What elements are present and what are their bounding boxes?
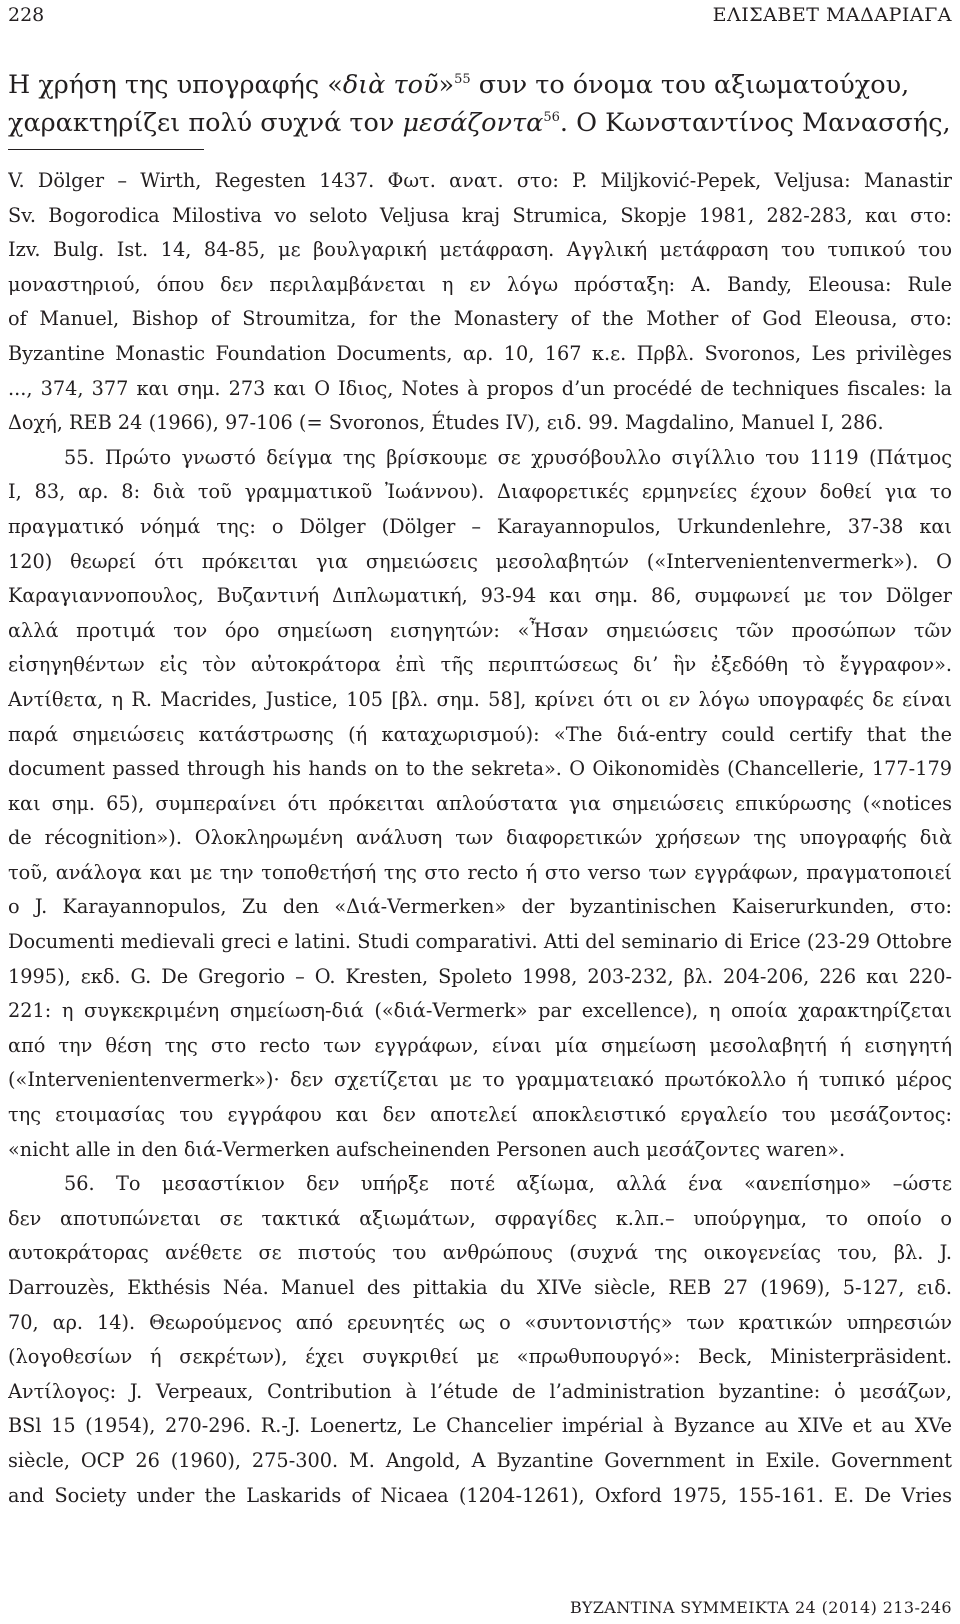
footnote-line: αυτοκράτορας ανέθετε σε πιστούς του ανθρώπους (συχνά της οικογενείας του, βλ. J. — [8, 1241, 952, 1265]
footnote-line: εἰσηγηθέντων εἰς τὸν αὐτοκράτορα ἐπὶ τῆς περιπτώσεως δι’ ἣν ἐξεδόθη τὸ ἔγγραφον». — [8, 653, 952, 677]
footnote-line: 55. Πρώτο γνωστό δείγμα της βρίσκουμε σε χρυσόβουλλο σιγίλλιο του 1119 (Πάτμος — [64, 445, 952, 469]
footnote-line: document passed through his hands on to the sekreta». Ο Oikonomidès (Chancellerie, 177-179 — [8, 757, 952, 781]
footnote-line: παρά σημειώσεις κατάστρωσης (ή καταχωρισμού): «The διά-entry could certify that the — [8, 722, 952, 746]
main-text-line: Η χρήση της υπογραφής «διὰ τοῦ»$^{55}$ συν το όνομα του αξιωματούχου, — [8, 70, 910, 100]
footnote-line: (λογοθεσίων ή σεκρέτων), έχει συγκριθεί με «πρωθυπουργό»: Beck, Ministerpräsident. — [8, 1345, 952, 1369]
footnote-line: of Manuel, Bishop of Stroumitza, for the Monastery of the Mother of God Eleousa, στο: — [8, 307, 952, 331]
footnote-line: ..., 374, 377 και σημ. 273 και Ο Ιδιος, Notes à propos d’un procédé de techniques fiscales: la — [8, 376, 952, 400]
footnote-line: and Society under the Laskarids of Nicaea (1204-1261), Oxford 1975, 155-161. E. De Vries — [8, 1483, 952, 1507]
footnote-line: 70, αρ. 14). Θεωρούμενος από ερευνητές ως ο «συντονιστής» των κρατικών υπηρεσιών — [8, 1310, 952, 1334]
footnote-separator — [8, 149, 204, 150]
footnote-line: δεν αποτυπώνεται σε τακτικά αξιωμάτων, σφραγίδες κ.λπ.– υπούργημα, το οποίο ο — [8, 1206, 952, 1230]
footnote-line: de récognition»). Ολοκληρωμένη ανάλυση των διαφορετικών χρήσεων της υπογραφής διὰ — [8, 826, 952, 850]
footnote-line: της ετοιμασίας του εγγράφου και δεν αποτελεί αποκλειστικό εργαλείο του μεσάζοντος: — [8, 1103, 952, 1127]
footnote-line: τοῦ, ανάλογα και με την τοποθετήσή της στο recto ή στο verso των εγγράφων, πραγματοποιεί — [8, 860, 952, 884]
footnote-line: Izv. Bulg. Ist. 14, 84-85, με βουλγαρική μετάφραση. Αγγλική μετάφραση του τυπικού του — [8, 238, 952, 262]
page-number: 228 — [8, 4, 45, 26]
running-header — [0, 4, 960, 28]
running-author: ΕΛΙΣΑΒΕΤ ΜΑΔΑΡΙΑΓΑ — [712, 4, 952, 26]
main-text — [8, 66, 952, 142]
footnote-line: 56. Το μεσαστίκιον δεν υπήρξε ποτέ αξίωμα, αλλά ένα «ανεπίσημο» –ώστε — [64, 1172, 952, 1196]
footnote-line: Αντίλογος: J. Verpeaux, Contribution à l’étude de l’administration byzantine: ὁ μεσάζων, — [8, 1379, 952, 1403]
footnote-line: «nicht alle in den διά-Vermerken aufscheinenden Personen auch μεσάζοντες waren». — [8, 1137, 846, 1161]
footnote-line: («Intervenientenvermerk»)· δεν σχετίζεται με το γραμματειακό πρωτόκολλο ή τυπικό μέρος — [8, 1068, 952, 1092]
footnote-line: Δοχή, REB 24 (1966), 97-106 (= Svoronos, Études IV), ειδ. 99. Magdalino, Manuel I, 286. — [8, 411, 884, 435]
footnote-ref-56: 56 — [543, 110, 560, 125]
footnote-line: πραγματικό νόημά της: ο Dölger (Dölger – Karayannopulos, Urkundenlehre, 37-38 και — [8, 514, 952, 538]
journal-footer: BYZANTINA SYMMEIKTA 24 (2014) 213-246 — [569, 1598, 952, 1617]
footnote-line: Αντίθετα, η R. Macrides, Justice, 105 [βλ. σημ. 58], κρίνει ότι οι εν λόγω υπογραφές δε είναι — [8, 687, 952, 711]
footnote-line: Darrouzès, Ekthésis Néa. Manuel des pittakia du XIVe siècle, REB 27 (1969), 5-127, ειδ. — [8, 1276, 952, 1299]
footnote-line: μοναστηριού, όπου δεν περιλαμβάνεται η εν λόγω πρόσταξη: A. Bandy, Eleousa: Rule — [8, 272, 952, 296]
footnote-line: 221: η συγκεκριμένη σημείωση-διά («διά-Vermerk» par excellence), η οποία χαρακτηρίζεται — [8, 999, 952, 1023]
footnote-line: από την θέση της στο recto των εγγράφων, είναι μία σημείωση μεσολαβητή ή εισηγητή — [8, 1033, 952, 1057]
footnote-line: και σημ. 65), συμπεραίνει ότι πρόκειται απλούστατα για σημειώσεις επικύρωσης («notices — [8, 791, 952, 815]
footnote-line: αλλά προτιμά τον όρο σημείωση εισηγητών: «Ἦσαν σημειώσεις τῶν προσώπων τῶν — [8, 618, 952, 642]
footnote-line: BSl 15 (1954), 270-296. R.-J. Loenertz, Le Chancelier impérial à Byzance au XIVe et au XVe — [8, 1414, 952, 1438]
footnote-line: I, 83, αρ. 8: διὰ τοῦ γραμματικοῦ Ἰωάννου). Διαφορετικές ερμηνείες έχουν δοθεί για το — [8, 480, 952, 504]
main-text-line: χαρακτηρίζει πολύ συχνά τον μεσάζοντα$^{56}$. Ο Κωνσταντίνος Μανασσής, — [8, 108, 951, 138]
footnote-line: 120) θεωρεί ότι πρόκειται για σημειώσεις μεσολαβητών («Intervenientenvermerk»). Ο — [8, 549, 952, 573]
footnote-line: ο J. Karayannopulos, Zu den «Διά-Vermerken» der byzantinischen Kaiserurkunden, στο: — [8, 895, 952, 919]
footnote-line: V. Dölger – Wirth, Regesten 1437. Φωτ. ανατ. στο: P. Miljković-Pepek, Veljusa: Manastir — [8, 169, 952, 192]
footnote-line: Byzantine Monastic Foundation Documents, αρ. 10, 167 κ.ε. Πρβλ. Svoronos, Les privilèges — [8, 341, 952, 365]
footnote-line: Καραγιαννοπουλος, Βυζαντινή Διπλωματική, 93-94 και σημ. 86, συμφωνεί με τον Dölger — [8, 584, 952, 608]
footnotes — [8, 164, 952, 1513]
footnote-line: siècle, OCP 26 (1960), 275-300. M. Angold, A Byzantine Government in Exile. Government — [8, 1448, 952, 1472]
footnote-ref-55: 55 — [454, 72, 471, 87]
footnote-line: Documenti medievali greci e latini. Studi comparativi. Atti del seminario di Erice (23-29 Ottobre — [8, 930, 952, 954]
footnote-line: Sv. Bogorodica Milostiva vo seloto Veljusa kraj Strumica, Skopje 1981, 282-283, και στο: — [8, 203, 952, 227]
footnote-line: 1995), εκδ. G. De Gregorio – O. Kresten, Spoleto 1998, 203-232, βλ. 204-206, 226 και 220- — [8, 964, 952, 988]
